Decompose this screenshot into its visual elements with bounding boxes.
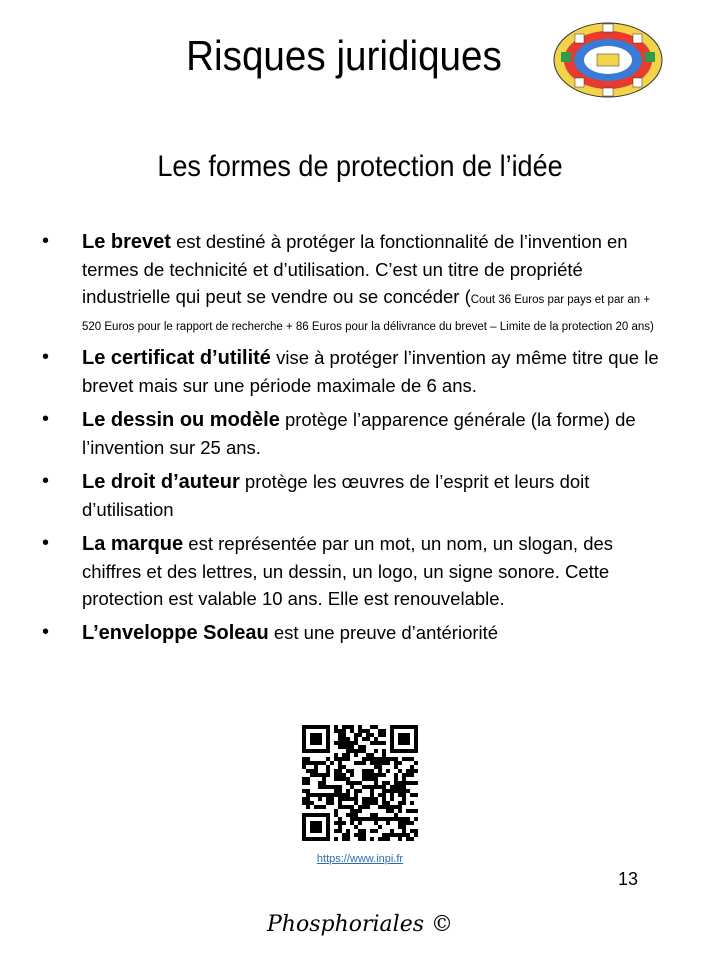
bullet-icon: • [42,532,50,554]
qr-code-icon[interactable] [302,725,418,841]
list-item [42,619,672,647]
bullet-icon: • [42,230,50,252]
page-number: 13 [618,869,639,889]
list-item [42,406,672,461]
item-note: Cout 36 Euros par pays et par an + 520 Euros pour le rapport de recherche + 86 Euros pour la délivrance du brevet – Limite de la protection 20 ans) [82,294,654,333]
item-term: La marque [82,533,184,555]
protection-list [42,228,672,654]
list-item [42,344,672,399]
item-text: est représentée par un mot, un nom, un slogan, des chiffres et des lettres, un dessin, un logo, un signe sonore. Cette protection est valable 10 ans. Elle est renouvelable. [82,533,614,609]
bullet-icon: • [42,346,50,368]
item-text: est destiné à protéger la fonctionnalité de l’invention en termes de technicité et d’utilisation. C’est un titre de propriété industrielle qui peut se vendre ou se concéder ( [82,231,628,307]
item-text: vise à protéger l’invention ay même titre que le brevet mais sur une période maximale de 6 ans. [82,347,659,396]
item-term: Le droit d’auteur [82,471,240,493]
list-item [42,468,672,523]
item-term: Le brevet [82,231,171,253]
bullet-icon: • [42,470,50,492]
page-title: Risques juridiques [186,32,502,79]
bullet-icon: • [42,408,50,430]
inpi-link[interactable]: https://www.inpi.fr [316,853,404,865]
list-item [42,530,672,612]
item-text: est une preuve d’antériorité [268,622,499,643]
item-term: Le certificat d’utilité [82,347,271,369]
section-subtitle: Les formes de protection de l’idée [157,150,563,183]
item-term: Le dessin ou modèle [82,409,280,431]
item-term: L’enveloppe Soleau [82,622,269,644]
board-game-logo-icon [553,22,663,98]
item-text: protège l’apparence générale (la forme) de l’invention sur 25 ans. [82,409,636,458]
footer-signature: Phosphoriales © [266,912,453,937]
list-item [42,228,672,337]
item-text: protège les œuvres de l’esprit et leurs doit d’utilisation [82,471,590,520]
bullet-icon: • [42,621,50,643]
